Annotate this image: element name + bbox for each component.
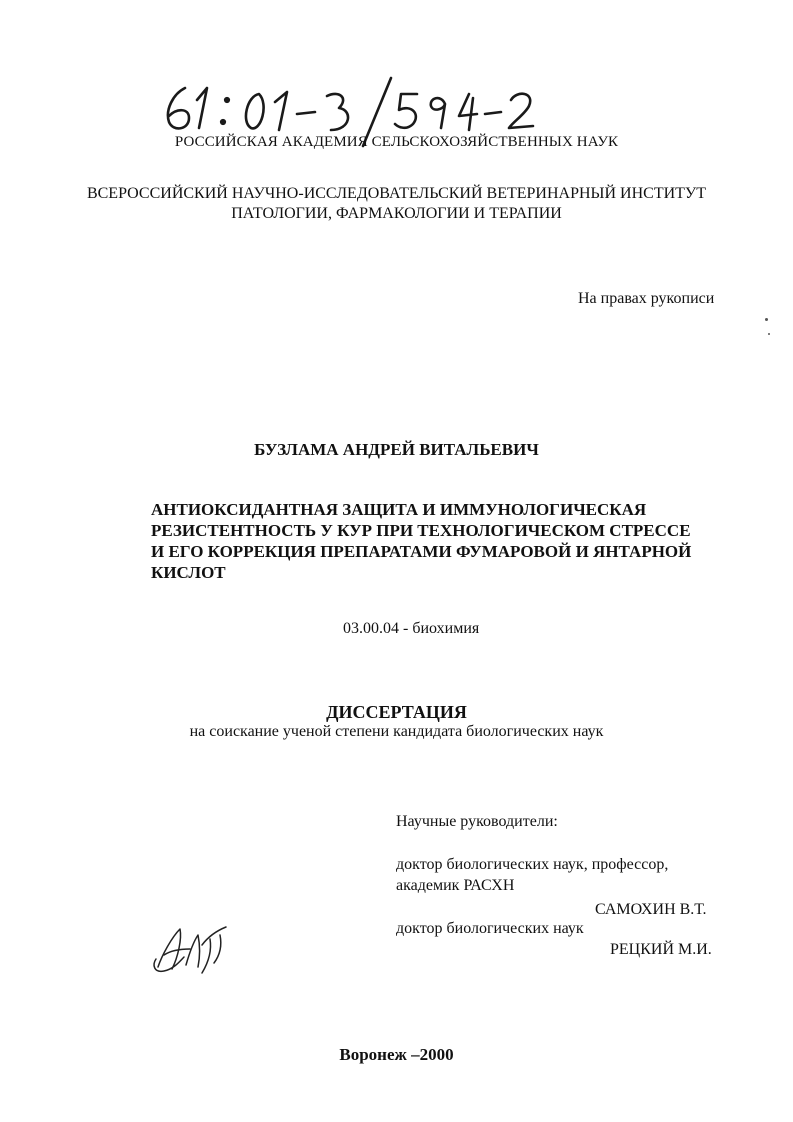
author-name: БУЗЛАМА АНДРЕЙ ВИТАЛЬЕВИЧ bbox=[254, 440, 539, 459]
supervisors-heading: Научные руководители: bbox=[396, 813, 558, 830]
thesis-title-line3: И ЕГО КОРРЕКЦИЯ ПРЕПАРАТАМИ ФУМАРОВОЙ И ЯНТАРНОЙ bbox=[151, 542, 692, 561]
manuscript-rights-note: На правах рукописи bbox=[578, 290, 715, 307]
thesis-title-line4: КИСЛОТ bbox=[151, 563, 226, 582]
supervisor1-degree-line1: доктор биологических наук, профессор, bbox=[396, 856, 669, 873]
supervisor1-name: САМОХИН В.Т. bbox=[595, 901, 707, 918]
thesis-title-line1: АНТИОКСИДАНТНАЯ ЗАЩИТА И ИММУНОЛОГИЧЕСКАЯ bbox=[151, 500, 647, 519]
dissertation-label: ДИССЕРТАЦИЯ bbox=[326, 702, 467, 722]
thesis-title-line2: РЕЗИСТЕНТНОСТЬ У КУР ПРИ ТЕХНОЛОГИЧЕСКОМ СТРЕССЕ bbox=[151, 521, 691, 540]
institute-name-line1: ВСЕРОССИЙСКИЙ НАУЧНО-ИССЛЕДОВАТЕЛЬСКИЙ ВЕТЕРИНАРНЫЙ ИНСТИТУТ bbox=[86, 185, 707, 202]
specialty-code: 03.00.04 - биохимия bbox=[343, 620, 480, 637]
institute-name-line2: ПАТОЛОГИИ, ФАРМАКОЛОГИИ И ТЕРАПИИ bbox=[231, 205, 562, 222]
supervisor1-degree-line2: академик РАСХН bbox=[396, 877, 515, 894]
dissertation-subtitle: на соискание ученой степени кандидата биологических наук bbox=[189, 723, 604, 740]
supervisor2-name: РЕЦКИЙ М.И. bbox=[610, 941, 712, 958]
academy-name: РОССИЙСКАЯ АКАДЕМИЯ СЕЛЬСКОХОЗЯЙСТВЕННЫХ НАУК bbox=[174, 134, 619, 150]
scan-speck bbox=[765, 318, 768, 321]
city-year: Воронеж –2000 bbox=[339, 1045, 454, 1064]
scan-speck bbox=[768, 333, 770, 335]
supervisor2-degree: доктор биологических наук bbox=[396, 920, 584, 937]
author-signature bbox=[150, 915, 240, 980]
